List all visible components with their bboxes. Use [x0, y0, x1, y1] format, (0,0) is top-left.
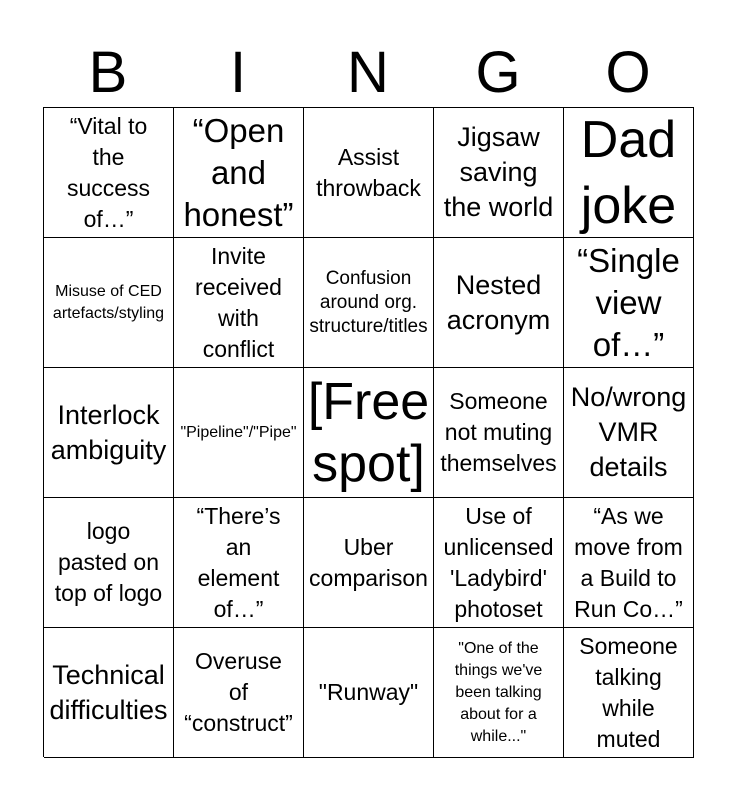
- bingo-cell[interactable]: [434, 628, 564, 758]
- bingo-cell[interactable]: [434, 108, 564, 238]
- bingo-header: [43, 40, 693, 106]
- cell-text: “Single view of…”: [577, 241, 680, 363]
- cell-text: Nested acronym: [446, 269, 551, 335]
- bingo-cell[interactable]: [44, 628, 174, 758]
- cell-text: “Open and honest”: [183, 111, 294, 233]
- bingo-cell[interactable]: [304, 238, 434, 368]
- cell-text: “As we move from a Build to Run Co…”: [574, 502, 683, 622]
- bingo-cell[interactable]: [44, 238, 174, 368]
- bingo-cell[interactable]: [434, 498, 564, 628]
- bingo-cell[interactable]: [174, 628, 304, 758]
- cell-text: Confusion around org. structure/titles: [309, 267, 428, 337]
- cell-text: Overuse of “construct”: [184, 648, 293, 736]
- bingo-cell[interactable]: [564, 238, 694, 368]
- bingo-cell[interactable]: [564, 368, 694, 498]
- header-letter-g: G: [475, 40, 521, 105]
- cell-text: "One of the things we've been talking about for a while...": [454, 639, 543, 745]
- bingo-cell[interactable]: [564, 628, 694, 758]
- bingo-cell-free-spot[interactable]: [304, 368, 434, 498]
- bingo-cell[interactable]: [44, 108, 174, 238]
- cell-text: logo pasted on top of logo: [54, 518, 163, 606]
- cell-text: Someone talking while muted: [579, 632, 678, 752]
- cell-text: Someone not muting themselves: [440, 388, 557, 476]
- cell-text: Assist throwback: [316, 143, 421, 201]
- cell-text: Dad joke: [580, 110, 677, 235]
- header-letter-b: B: [88, 40, 128, 105]
- cell-text: Uber comparison: [309, 533, 428, 591]
- cell-text: No/wrong VMR details: [570, 382, 687, 482]
- cell-text: [Free spot]: [307, 372, 430, 493]
- cell-text: Jigsaw saving the world: [443, 122, 554, 222]
- bingo-cell[interactable]: [564, 108, 694, 238]
- cell-text: “Vital to the success of…”: [66, 112, 151, 232]
- bingo-cell[interactable]: [174, 238, 304, 368]
- header-letter-o: O: [605, 40, 651, 105]
- bingo-cell[interactable]: [174, 108, 304, 238]
- cell-text: "Runway": [318, 679, 419, 705]
- cell-text: Use of unlicensed 'Ladybird' photoset: [443, 502, 554, 622]
- cell-text: Interlock ambiguity: [50, 399, 167, 465]
- cell-text: Technical difficulties: [49, 659, 168, 725]
- cell-text: Misuse of CED artefacts/styling: [52, 282, 165, 322]
- header-letter-i: I: [229, 40, 247, 105]
- bingo-cell[interactable]: [44, 498, 174, 628]
- bingo-cell[interactable]: [174, 368, 304, 498]
- header-letter-n: N: [347, 40, 389, 105]
- bingo-cell[interactable]: [304, 628, 434, 758]
- bingo-cell[interactable]: [174, 498, 304, 628]
- bingo-cell[interactable]: [434, 238, 564, 368]
- cell-text: "Pipeline"/"Pipe": [180, 423, 297, 441]
- bingo-cell[interactable]: [44, 368, 174, 498]
- bingo-grid: [43, 107, 694, 757]
- bingo-cell[interactable]: [304, 498, 434, 628]
- bingo-cell[interactable]: [304, 108, 434, 238]
- bingo-cell[interactable]: [434, 368, 564, 498]
- bingo-cell[interactable]: [564, 498, 694, 628]
- cell-text: “There’s an element of…”: [196, 502, 281, 622]
- cell-text: Invite received with conflict: [195, 242, 282, 362]
